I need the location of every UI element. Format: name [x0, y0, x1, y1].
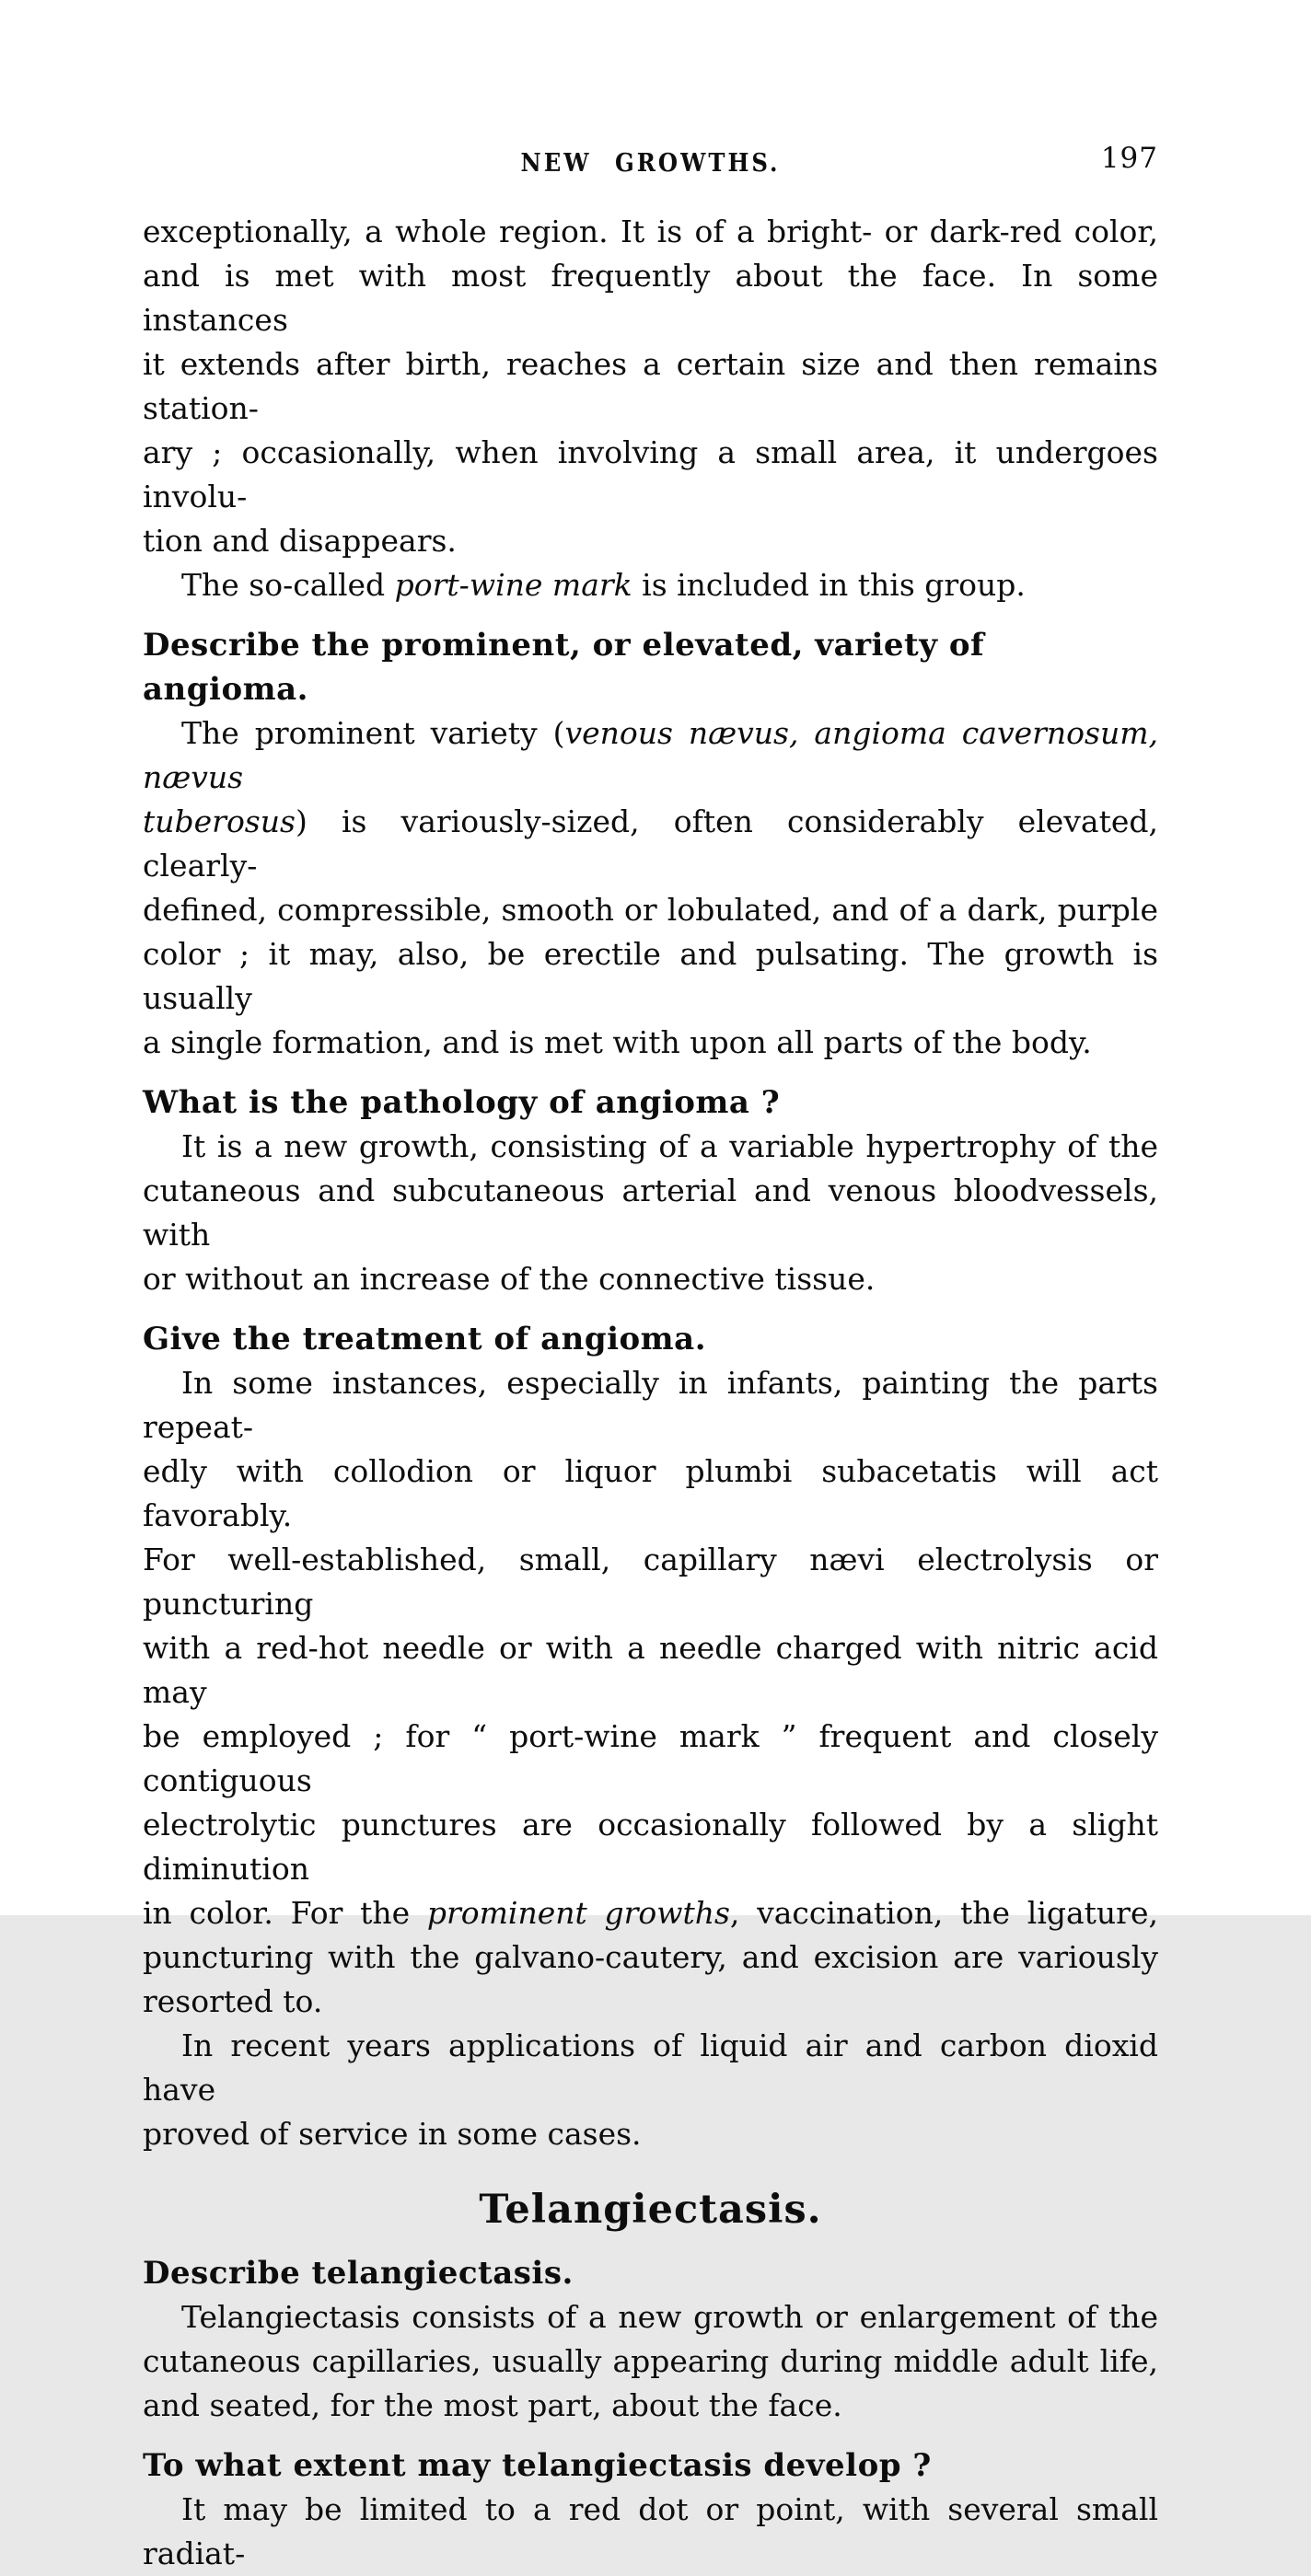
text-line: ary ; occasionally, when involving a small area, it undergoes involu- [143, 434, 1158, 514]
text-line: tion and disappears. [143, 523, 457, 559]
page-number: 197 [1100, 142, 1158, 175]
text-line: The so-called port-wine mark is included in this group. [181, 567, 1026, 603]
paragraph-liquid-air [143, 2024, 1158, 2156]
text-line: For well-established, small, capillary nævi electrolysis or puncturing [143, 1542, 1158, 1622]
text-line: tuberosus) is variously-sized, often considerably elevated, clearly- [143, 803, 1158, 884]
text-line: be employed ; for “ port-wine mark ” frequent and closely contiguous [143, 1718, 1158, 1798]
text-line: color ; it may, also, be erectile and pulsating. The growth is usually [143, 936, 1158, 1016]
question-heading-pathology-angioma: What is the pathology of angioma ? [143, 1084, 781, 1121]
text-line: a single formation, and is met with upon all parts of the body. [143, 1024, 1092, 1060]
text-line: in color. For the prominent growths, vaccination, the ligature, [143, 1895, 1158, 1931]
paragraph-treatment [143, 1361, 1158, 2024]
text-line: edly with collodion or liquor plumbi subacetatis will act favorably. [143, 1453, 1158, 1533]
text-line: and is met with most frequently about the face. In some instances [143, 258, 1158, 338]
text-line: and seated, for the most part, about the face. [143, 2387, 842, 2423]
text-line: In recent years applications of liquid air and carbon dioxid have [143, 2027, 1158, 2108]
paragraph-pathology [143, 1125, 1158, 1301]
text-line: Telangiectasis consists of a new growth or enlargement of the [181, 2299, 1158, 2335]
text-line: proved of service in some cases. [143, 2116, 642, 2152]
text-line: defined, compressible, smooth or lobulated, and of a dark, purple [143, 892, 1158, 928]
text-line: electrolytic punctures are occasionally followed by a slight diminution [143, 1807, 1158, 1887]
text-line: resorted to. [143, 1983, 323, 2019]
paragraph-region-continuation [143, 210, 1158, 563]
text-line: with a red-hot needle or with a needle charged with nitric acid may [143, 1630, 1158, 1710]
page-header [143, 142, 1158, 182]
text-line: It is a new growth, consisting of a variable hypertrophy of the [181, 1128, 1158, 1164]
paragraph-telangiectasis-description [143, 2295, 1158, 2428]
text-line: puncturing with the galvano-cautery, and excision are variously [143, 1939, 1158, 1975]
paragraph-prominent-variety [143, 711, 1158, 1065]
question-heading-telangiectasis-extent: To what extent may telangiectasis develop ? [143, 2447, 932, 2484]
text-line: In some instances, especially in infants, painting the parts repeat- [143, 1365, 1158, 1445]
paragraph-port-wine-mark [143, 563, 1158, 607]
page-body [143, 210, 1158, 2576]
text-line: exceptionally, a whole region. It is of a bright- or dark-red color, [143, 214, 1158, 249]
running-head: NEW GROWTHS. [520, 149, 781, 178]
text-line: cutaneous and subcutaneous arterial and venous bloodvessels, with [143, 1172, 1158, 1253]
text-line: it extends after birth, reaches a certain size and then remains station- [143, 346, 1158, 426]
question-heading-treatment-angioma: Give the treatment of angioma. [143, 1321, 707, 1357]
paragraph-telangiectasis-extent [143, 2488, 1158, 2576]
question-heading-describe-telangiectasis: Describe telangiectasis. [143, 2255, 574, 2292]
text-line: The prominent variety (venous nævus, angioma cavernosum, nævus [143, 715, 1158, 795]
section-heading-telangiectasis: Telangiectasis. [479, 2187, 822, 2233]
text-line: or without an increase of the connective tissue. [143, 1261, 876, 1297]
text-line: cutaneous capillaries, usually appearing during middle adult life, [143, 2343, 1158, 2379]
text-line: It may be limited to a red dot or point, with several small radiat- [143, 2491, 1158, 2571]
question-heading-prominent-angioma: Describe the prominent, or elevated, variety of angioma. [143, 627, 985, 708]
